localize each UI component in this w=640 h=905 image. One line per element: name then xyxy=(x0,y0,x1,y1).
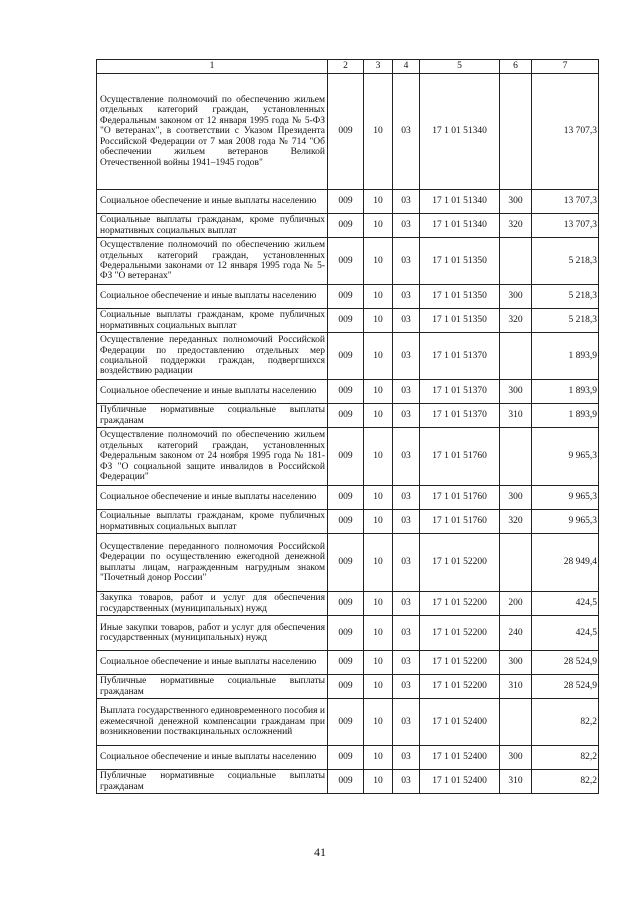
section-code: 10 xyxy=(364,770,393,794)
column-header-3: 3 xyxy=(364,60,393,74)
item-name: Социальное обеспечение и иные выплаты населению xyxy=(97,746,328,770)
table-row xyxy=(97,74,599,190)
target-article-code: 17 1 01 51350 xyxy=(420,285,500,309)
ministry-code: 009 xyxy=(328,333,364,380)
target-article-code: 17 1 01 51760 xyxy=(420,428,500,486)
subsection-code: 03 xyxy=(393,486,420,510)
section-code: 10 xyxy=(364,616,393,651)
subsection-code: 03 xyxy=(393,214,420,238)
column-header-7: 7 xyxy=(532,60,599,74)
target-article-code: 17 1 01 52400 xyxy=(420,770,500,794)
subsection-code: 03 xyxy=(393,746,420,770)
table-row xyxy=(97,333,599,380)
amount: 5 218,3 xyxy=(532,238,599,285)
table-row xyxy=(97,675,599,699)
amount: 82,2 xyxy=(532,746,599,770)
target-article-code: 17 1 01 52200 xyxy=(420,675,500,699)
ministry-code: 009 xyxy=(328,238,364,285)
ministry-code: 009 xyxy=(328,190,364,214)
target-article-code: 17 1 01 51370 xyxy=(420,333,500,380)
ministry-code: 009 xyxy=(328,404,364,428)
item-name: Публичные нормативные социальные выплаты гражданам xyxy=(97,404,328,428)
table-row xyxy=(97,616,599,651)
amount: 82,2 xyxy=(532,699,599,746)
expense-type-code: 240 xyxy=(500,616,532,651)
target-article-code: 17 1 01 52200 xyxy=(420,651,500,675)
subsection-code: 03 xyxy=(393,333,420,380)
item-name: Социальное обеспечение и иные выплаты населению xyxy=(97,651,328,675)
expense-type-code xyxy=(500,333,532,380)
amount: 9 965,3 xyxy=(532,428,599,486)
section-code: 10 xyxy=(364,486,393,510)
target-article-code: 17 1 01 51340 xyxy=(420,214,500,238)
subsection-code: 03 xyxy=(393,675,420,699)
section-code: 10 xyxy=(364,74,393,190)
ministry-code: 009 xyxy=(328,616,364,651)
amount: 13 707,3 xyxy=(532,74,599,190)
expense-type-code: 320 xyxy=(500,214,532,238)
section-code: 10 xyxy=(364,746,393,770)
amount: 9 965,3 xyxy=(532,510,599,534)
amount: 9 965,3 xyxy=(532,486,599,510)
amount: 28 949,4 xyxy=(532,534,599,592)
table-row xyxy=(97,651,599,675)
amount: 1 893,9 xyxy=(532,333,599,380)
target-article-code: 17 1 01 51760 xyxy=(420,510,500,534)
item-name: Осуществление полномочий по обеспечению жильем отдельных категорий граждан, установленных Федеральным законом от 12 января 1995 года № 5-ФЗ "О ветеранах", в соответствии с Указом Президента Российской Федерации от 7 мая 2008 года № 714 "Об обеспечении жильем ветеранов Великой Отечественной войны 1941–1945 годов" xyxy=(97,74,328,190)
section-code: 10 xyxy=(364,404,393,428)
amount: 5 218,3 xyxy=(532,309,599,333)
amount: 424,5 xyxy=(532,592,599,616)
table-body xyxy=(97,74,599,794)
subsection-code: 03 xyxy=(393,428,420,486)
expense-type-code xyxy=(500,428,532,486)
expense-type-code: 320 xyxy=(500,309,532,333)
target-article-code: 17 1 01 52200 xyxy=(420,534,500,592)
ministry-code: 009 xyxy=(328,428,364,486)
item-name: Публичные нормативные социальные выплаты гражданам xyxy=(97,675,328,699)
table-row xyxy=(97,510,599,534)
subsection-code: 03 xyxy=(393,190,420,214)
section-code: 10 xyxy=(364,675,393,699)
section-code: 10 xyxy=(364,592,393,616)
table-row xyxy=(97,190,599,214)
page-number: 41 xyxy=(314,845,326,859)
column-header-2: 2 xyxy=(328,60,364,74)
section-code: 10 xyxy=(364,380,393,404)
subsection-code: 03 xyxy=(393,616,420,651)
item-name: Осуществление полномочий по обеспечению жильем отдельных категорий граждан, установленных Федеральным законом от 24 ноября 1995 года № 181-ФЗ "О социальной защите инвалидов в Российской Федерации" xyxy=(97,428,328,486)
ministry-code: 009 xyxy=(328,214,364,238)
subsection-code: 03 xyxy=(393,534,420,592)
expense-type-code xyxy=(500,534,532,592)
section-code: 10 xyxy=(364,699,393,746)
target-article-code: 17 1 01 52400 xyxy=(420,746,500,770)
section-code: 10 xyxy=(364,510,393,534)
table-row xyxy=(97,699,599,746)
target-article-code: 17 1 01 51350 xyxy=(420,238,500,285)
table-row xyxy=(97,746,599,770)
amount: 82,2 xyxy=(532,770,599,794)
item-name: Социальное обеспечение и иные выплаты населению xyxy=(97,190,328,214)
subsection-code: 03 xyxy=(393,770,420,794)
subsection-code: 03 xyxy=(393,309,420,333)
target-article-code: 17 1 01 51340 xyxy=(420,190,500,214)
target-article-code: 17 1 01 52200 xyxy=(420,592,500,616)
ministry-code: 009 xyxy=(328,592,364,616)
expense-type-code: 300 xyxy=(500,190,532,214)
section-code: 10 xyxy=(364,190,393,214)
subsection-code: 03 xyxy=(393,699,420,746)
expense-type-code: 320 xyxy=(500,510,532,534)
section-code: 10 xyxy=(364,333,393,380)
table-row xyxy=(97,309,599,333)
table-row xyxy=(97,380,599,404)
section-code: 10 xyxy=(364,309,393,333)
subsection-code: 03 xyxy=(393,651,420,675)
expense-type-code: 310 xyxy=(500,770,532,794)
section-code: 10 xyxy=(364,238,393,285)
amount: 28 524,9 xyxy=(532,651,599,675)
item-name: Социальное обеспечение и иные выплаты населению xyxy=(97,380,328,404)
subsection-code: 03 xyxy=(393,285,420,309)
header-row xyxy=(97,60,599,74)
amount: 13 707,3 xyxy=(532,190,599,214)
table-row xyxy=(97,428,599,486)
section-code: 10 xyxy=(364,534,393,592)
section-code: 10 xyxy=(364,428,393,486)
subsection-code: 03 xyxy=(393,592,420,616)
expense-type-code: 300 xyxy=(500,746,532,770)
subsection-code: 03 xyxy=(393,404,420,428)
expense-type-code: 310 xyxy=(500,404,532,428)
item-name: Социальные выплаты гражданам, кроме публичных нормативных социальных выплат xyxy=(97,309,328,333)
subsection-code: 03 xyxy=(393,74,420,190)
ministry-code: 009 xyxy=(328,675,364,699)
item-name: Социальное обеспечение и иные выплаты населению xyxy=(97,486,328,510)
amount: 1 893,9 xyxy=(532,380,599,404)
table-row xyxy=(97,238,599,285)
item-name: Социальное обеспечение и иные выплаты населению xyxy=(97,285,328,309)
ministry-code: 009 xyxy=(328,746,364,770)
table-row xyxy=(97,404,599,428)
section-code: 10 xyxy=(364,214,393,238)
item-name: Осуществление переданных полномочий Российской Федерации по предоставлению отдельных мер социальной поддержки граждан, подвергшихся воздействию радиации xyxy=(97,333,328,380)
amount: 424,5 xyxy=(532,616,599,651)
ministry-code: 009 xyxy=(328,486,364,510)
item-name: Социальные выплаты гражданам, кроме публичных нормативных социальных выплат xyxy=(97,214,328,238)
table-row xyxy=(97,285,599,309)
column-header-5: 5 xyxy=(420,60,500,74)
amount: 1 893,9 xyxy=(532,404,599,428)
column-header-6: 6 xyxy=(500,60,532,74)
table-row xyxy=(97,592,599,616)
budget-table xyxy=(96,59,599,794)
target-article-code: 17 1 01 52400 xyxy=(420,699,500,746)
target-article-code: 17 1 01 51370 xyxy=(420,404,500,428)
target-article-code: 17 1 01 52200 xyxy=(420,616,500,651)
item-name: Выплата государственного единовременного пособия и ежемесячной денежной компенсации гражданам при возникновении поствакцинальных осложнений xyxy=(97,699,328,746)
amount: 13 707,3 xyxy=(532,214,599,238)
expense-type-code: 200 xyxy=(500,592,532,616)
item-name: Иные закупки товаров, работ и услуг для обеспечения государственных (муниципальных) нужд xyxy=(97,616,328,651)
ministry-code: 009 xyxy=(328,74,364,190)
subsection-code: 03 xyxy=(393,510,420,534)
section-code: 10 xyxy=(364,651,393,675)
item-name: Осуществление полномочий по обеспечению жильем отдельных категорий граждан, установленных Федеральными законами от 12 января 1995 года № 5-ФЗ "О ветеранах" xyxy=(97,238,328,285)
amount: 28 524,9 xyxy=(532,675,599,699)
expense-type-code xyxy=(500,699,532,746)
ministry-code: 009 xyxy=(328,510,364,534)
table-row xyxy=(97,214,599,238)
item-name: Осуществление переданного полномочия Российской Федерации по осуществлению ежегодной денежной выплаты лицам, награжденным нагрудным знаком "Почетный донор России" xyxy=(97,534,328,592)
ministry-code: 009 xyxy=(328,651,364,675)
ministry-code: 009 xyxy=(328,380,364,404)
item-name: Закупка товаров, работ и услуг для обеспечения государственных (муниципальных) нужд xyxy=(97,592,328,616)
column-header-4: 4 xyxy=(393,60,420,74)
expense-type-code: 300 xyxy=(500,285,532,309)
target-article-code: 17 1 01 51340 xyxy=(420,74,500,190)
section-code: 10 xyxy=(364,285,393,309)
table-row xyxy=(97,534,599,592)
ministry-code: 009 xyxy=(328,534,364,592)
expense-type-code: 300 xyxy=(500,651,532,675)
target-article-code: 17 1 01 51370 xyxy=(420,380,500,404)
amount: 5 218,3 xyxy=(532,285,599,309)
expense-type-code: 300 xyxy=(500,486,532,510)
item-name: Публичные нормативные социальные выплаты гражданам xyxy=(97,770,328,794)
ministry-code: 009 xyxy=(328,285,364,309)
column-header-1: 1 xyxy=(97,60,328,74)
expense-type-code xyxy=(500,238,532,285)
target-article-code: 17 1 01 51350 xyxy=(420,309,500,333)
ministry-code: 009 xyxy=(328,309,364,333)
expense-type-code: 310 xyxy=(500,675,532,699)
table-row xyxy=(97,770,599,794)
ministry-code: 009 xyxy=(328,770,364,794)
ministry-code: 009 xyxy=(328,699,364,746)
subsection-code: 03 xyxy=(393,380,420,404)
subsection-code: 03 xyxy=(393,238,420,285)
target-article-code: 17 1 01 51760 xyxy=(420,486,500,510)
expense-type-code xyxy=(500,74,532,190)
item-name: Социальные выплаты гражданам, кроме публичных нормативных социальных выплат xyxy=(97,510,328,534)
expense-type-code: 300 xyxy=(500,380,532,404)
table-row xyxy=(97,486,599,510)
